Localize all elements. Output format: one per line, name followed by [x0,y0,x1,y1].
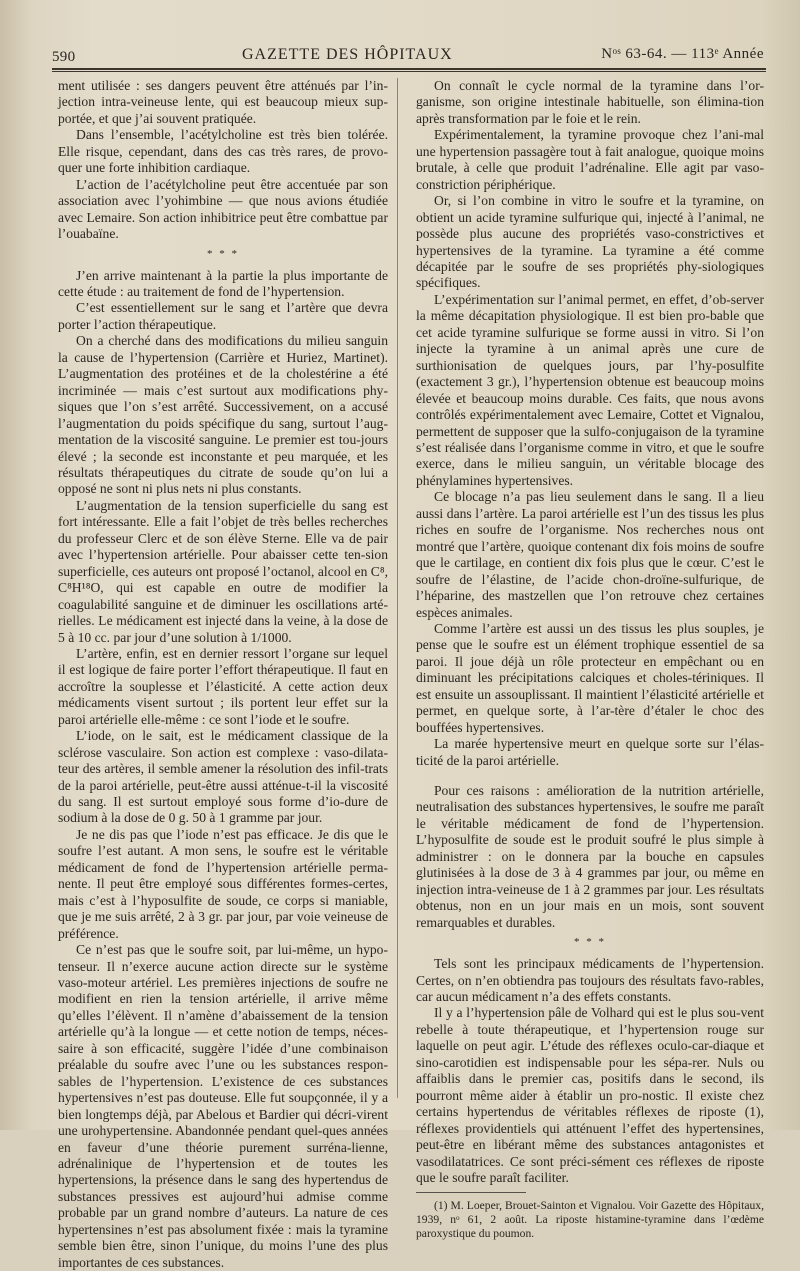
paragraph: Comme l’artère est aussi un des tissus les plus souples, je pense que le soufre est un élément trophique essentiel de sa paroi. Il joue déjà un rôle protecteur en empêchant ou en diminuant les précipitations calciques et choles-tériniques. Il est ensuite un assouplissant. Il maintient l’élasticité artérielle et permet, en quelque sorte, à l’ar-tère d’étaler le choc des bouffées hypertensives. [416,620,764,735]
footnote-rule [416,1192,526,1199]
paragraph: Or, si l’on combine in vitro le soufre et la tyramine, on obtient un acide tyramine sulfurique qui, injecté à l’animal, ne possède plus aucune des propriétés vaso-constrictives et hypertensives de la tyramine. La tyramine a été comme décapitée par le soufre de ses propriétés phy-siologiques spécifiques. [416,193,764,291]
paragraph: J’en arrive maintenant à la partie la plus importante de cette étude : au traitement de fond de l’hypertension. [58,267,388,299]
column-divider [397,78,398,1098]
paragraph: Tels sont les principaux médicaments de l’hypertension. Certes, on n’en obtiendra pas toujours des résultats favo-rables, car aucun médicament n’a des effets constants. [416,956,764,1005]
paragraph: Je ne dis pas que l’iode n’est pas efficace. Je dis que le soufre l’est autant. A mon sens, le soufre est le véritable médicament de fond de l’hypertension artérielle perma-nente. Il peut être employé sous différentes formes-certes, mais c’est à l’hyposulfite de soude, ce corps si maniable, que je me suis arrêté, 2 à 3 gr. par jour, par voie veineuse de préférence. [58,826,388,941]
paragraph: L’expérimentation sur l’animal permet, en effet, d’ob-server la même décapitation physiologique. Il est bien pro-bable que cet acide tyramine sulfurique se forme aussi in vitro. Si l’on injecte la tyramine à un animal après une cure de surthionisation de quelques jours, par l’hy-posulfite (exactement 3 gr.), l’hypertension obtenue est beaucoup moins élevée et beaucoup moins durable. Ces faits, que nous avons contrôlés expérimentalement avec Lemaire, Cottet et Vignalou, permettent de supposer que la sulfo-conjugaison de la tyramine s’est réalisée dans l’organisme comme in vitro, et que le soufre exerce, dans le milieu sanguin, un véritable blocage des phénylamines hypertensives. [416,291,764,488]
paragraph: Ce n’est pas que le soufre soit, par lui-même, un hypo-tenseur. Il n’exerce aucune action directe sur le système vaso-moteur artériel. Les premières injections de soufre ne modifient en rien la tension artérielle, il arrive même qu’elles l’élèvent. Il n’amène d’abaissement de la tension artérielle qu’à la longue — et cette notion de temps, néces-saire à son efficacité, suggère l’idée d’une combinaison préalable du soufre avec l’une ou les substances respon-sables de l’hypertension. L’existence de ces substances hypertensives n’est pas douteuse. Elle fut soupçonnée, il y a bien longtemps déjà, par Abelous et Bardier qui décri-virent une urohypertensine. Abandonnée pendant quel-ques années en faveur d’une théorie purement surréna-lienne, adrénalinique de l’hypertension et de toutes les hypertensions, la présence dans le sang des hypertendus de substances pressives est aujourd’hui admise comme probable par un grand nombre d’auteurs. La nature de ces hypertensines n’est pas absolument fixée : mais la tyramine semble bien être, sinon l’unique, du moins l’une des plus importantes de ces substances. [58,942,388,1270]
footnote: (1) M. Loeper, Brouet-Sainton et Vignalou. Voir Gazette des Hôpitaux, 1939, nᵒ 61, 2 août. La riposte histamine-tyramine dans l’œdème paroxystique du poumon. [416,1199,764,1240]
paragraph: L’iode, on le sait, est le médicament classique de la sclérose vasculaire. Son action est complexe : vaso-dilata-teur des artères, il semble amener la résolution des infil-trats de la paroi artérielle, peut-être aussi atténue-t-il la viscosité du sang. Il est surtout employé sous forme d’io-dure de sodium à la dose de 0 g. 50 à 1 gramme par jour. [58,728,388,826]
journal-title: GAZETTE DES HÔPITAUX [242,46,453,63]
paragraph: L’action de l’acétylcholine peut être accentuée par son association avec l’yohimbine — que nous avions étudiée avec Lemaire. Son action inhibitrice peut être combattue par l’ouabaïne. [58,176,388,242]
paragraph: C’est essentiellement sur le sang et l’artère que devra porter l’action thérapeutique. [58,300,388,332]
paragraph: L’artère, enfin, est en dernier ressort l’organe sur lequel il est logique de faire porter l’effort thérapeutique. Il faut en accroître la souplesse et l’élasticité. A cette action deux médicaments visent surtout ; ils portent leur effet sur la paroi artérielle elle-même : ce sont l’iode et le soufre. [58,645,388,727]
paragraph: Expérimentalement, la tyramine provoque chez l’ani-mal une hypertension passagère tout à fait analogue, quoique moins brutale, à celle que produit l’adrénaline. Elle agit par vaso-constriction périphérique. [416,127,764,192]
section-separator: * * * [207,247,239,260]
page-header [52,46,764,68]
paragraph: ment utilisée : ses dangers peuvent être atténués par l’in-jection intra-veineuse lente, qui est beaucoup mieux sup-portée, et que j’ai souvent pratiquée. [58,78,388,126]
paragraph: On a cherché dans des modifications du milieu sanguin la cause de l’hypertension (Carrière et Huriez, Martinet). L’augmentation des protéines et de la cholestérine a été incriminée — mais c’est surtout aux modifications phy-siques que l’on s’est arrêté. Successivement, on a accusé l’augmentation du poids spécifique du sang, surtout l’aug-mentation de la viscosité sanguine. Le premier est tou-jours élevé ; la seconde est inconstante et peu marquée, et les résultats thérapeutiques du citrate de soude qu’on lui a opposé ne sont ni plus nets ni plus constants. [58,333,388,497]
paragraph: Dans l’ensemble, l’acétylcholine est très bien tolérée. Elle risque, cependant, dans des cas très rares, de provo-quer une forte inhibition cardiaque. [58,127,388,176]
header-rule [52,68,766,70]
paragraph: La marée hypertensive meurt en quelque sorte sur l’élas-ticité de la paroi artérielle. [416,736,764,768]
right-column [416,78,764,1240]
paragraph: L’augmentation de la tension superficielle du sang est fort intéressante. Elle a fait l’objet de très belles recherches du professeur Clerc et de son élève Sterne. Elle va de pair avec l’hypertension artérielle. Pour abaisser cette ten-sion superficielle, ces auteurs ont proposé l’octanol, alcool en C⁸, C⁸H¹⁸O, qui est capable en outre de modifier la coagulabilité sanguine et de diminuer les oscillations arté-rielles. Le médicament est injecté dans la veine, à la dose de 5 à 10 cc. par jour d’une solution à 1/1000. [58,497,388,645]
paragraph: On connaît le cycle normal de la tyramine dans l’or-ganisme, son origine intestinale habituelle, son élimina-tion après transformation par le foie et le rein. [416,78,764,126]
paragraph: Pour ces raisons : amélioration de la nutrition artérielle, neutralisation des substances hypertensives, le soufre me paraît le véritable médicament de fond de l’hypertension. L’hyposulfite de soude est le produit soufré le plus simple à administrer : on le donnera par la bouche en capsules glutinisées à la dose de 3 à 4 grammes par jour, ou même en injection intra-veineuse de 1 à 2 grammes par jour. Les résultats obtenus, non en un jour mais en un mois, sont souvent remarquables et durables. [416,783,764,930]
page-number: 590 [52,49,76,65]
header-rule-thin [52,71,766,72]
paragraph: Ce blocage n’a pas lieu seulement dans le sang. Il a lieu aussi dans l’artère. La paroi artérielle est l’un des tissus les plus riches en soufre de l’organisme. Nos recherches nous ont montré que l’artère, quoique contenant dix fois moins de soufre que le cartilage, en contient dix fois plus que le cœur. C’est le soufre de l’élastine, de l’acide chon-droïne-sulfurique, de l’héparine, des mastzellen que l’on retrouve chez certaines espèces animales. [416,489,764,620]
section-separator: * * * [574,936,606,949]
paragraph: Il y a l’hypertension pâle de Volhard qui est le plus sou-vent rebelle à toute thérapeutique, et l’hypertension rouge sur laquelle on peut agir. L’étude des réflexes oculo-car-diaque et sino-carotidien est indispensable pour les sépa-rer. Nuls ou affaiblis dans le premier cas, positifs dans le second, ils pourront même aider à établir un pro-nostic. Il existe chez certains hypertendus de véritables réflexes de riposte (1), réflexes providentiels qui atténuent l’effet des hypertensines, peut-être en libérant même des substances antagonistes et vasodilatatrices. Ce sont préci-sément ces réflexes de riposte que le soufre paraît faciliter. [416,1005,764,1185]
left-column [58,78,388,1271]
issue-info: Nᵒˢ 63-64. — 113ᵉ Année [601,46,764,62]
